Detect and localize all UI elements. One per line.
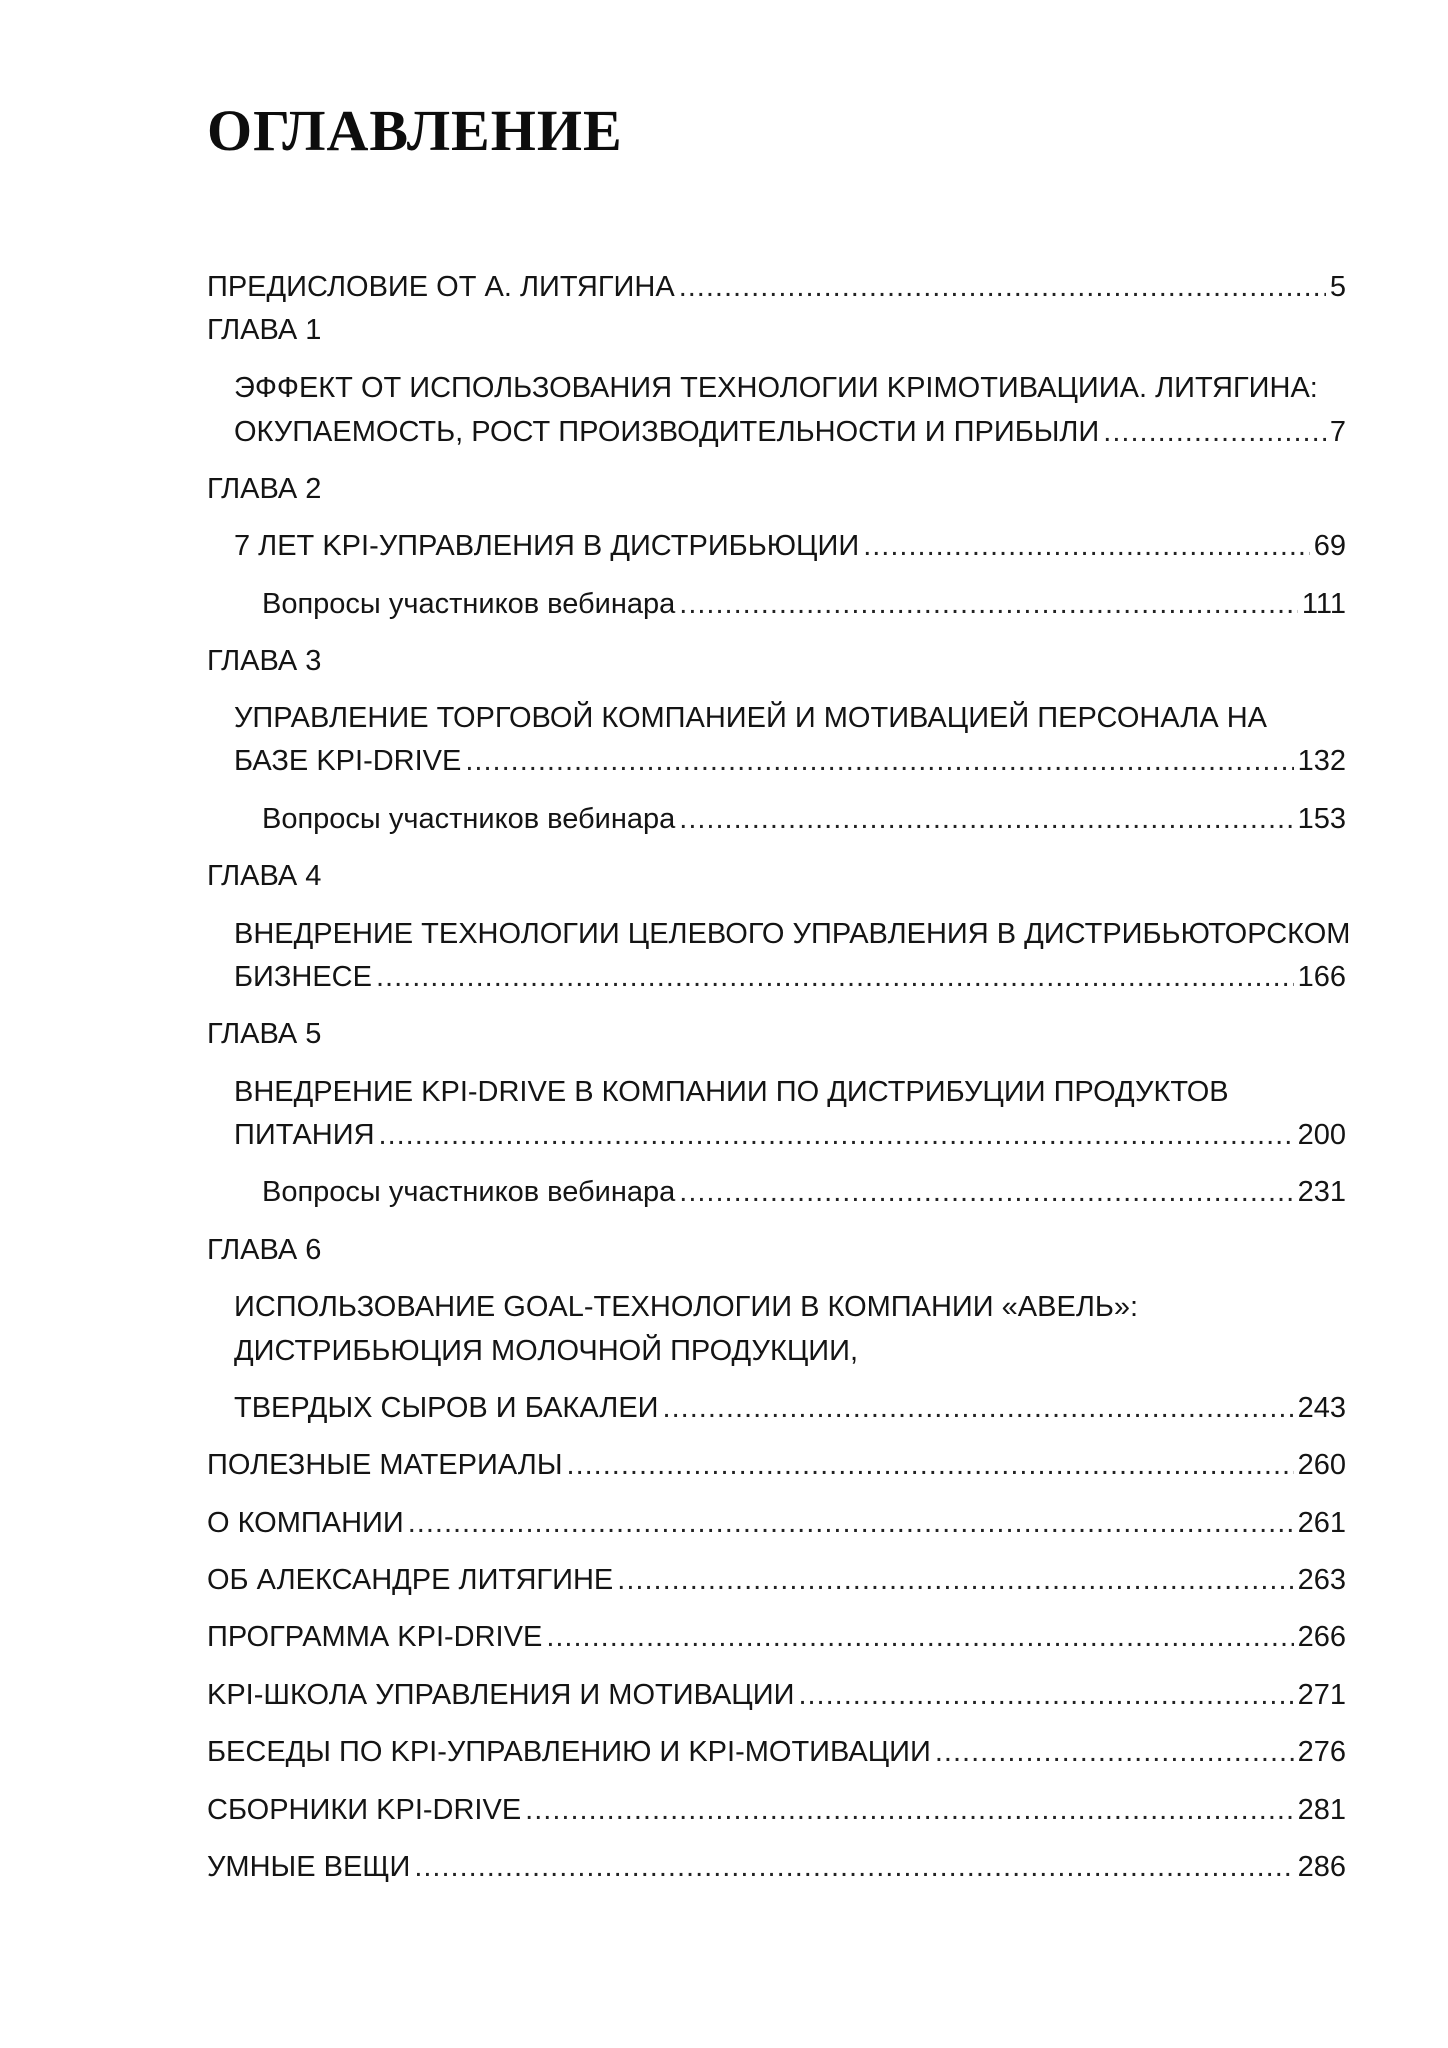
dot-leader	[935, 1734, 1294, 1770]
toc-entry-smart-things[interactable]	[207, 1849, 1346, 1885]
toc-page-number: 200	[1297, 1119, 1346, 1151]
toc-page-number: 69	[1313, 530, 1346, 562]
toc-chapter-6	[207, 1232, 1346, 1268]
toc-page-number: 260	[1297, 1449, 1346, 1481]
dot-leader	[679, 1174, 1293, 1210]
toc-page-number: 261	[1297, 1507, 1346, 1539]
toc-entry-label: ВНЕДРЕНИЕ ТЕХНОЛОГИИ ЦЕЛЕВОГО УПРАВЛЕНИЯ В ДИСТРИБЬЮТОРСКОМ	[234, 918, 1351, 950]
toc-chapter-label: ГЛАВА 2	[207, 473, 322, 505]
toc-entry-label: 7 ЛЕТ KPI-УПРАВЛЕНИЯ В ДИСТРИБЬЮЦИИ	[234, 530, 860, 562]
page-title: ОГЛАВЛЕНИЕ	[207, 98, 623, 163]
toc-entry-chapter-6[interactable]	[234, 1390, 1346, 1426]
dot-leader	[663, 1390, 1294, 1426]
dot-leader	[679, 801, 1293, 837]
toc-entry-label: Вопросы участников вебинара	[262, 803, 676, 835]
toc-entry-label: БАЗЕ KPI-DRIVE	[234, 745, 462, 777]
toc-entry-line	[234, 916, 1351, 952]
toc-page-number: 243	[1297, 1392, 1346, 1424]
toc-page-number: 5	[1329, 271, 1346, 303]
toc-chapter-label: ГЛАВА 5	[207, 1018, 322, 1050]
toc-chapter-label: ГЛАВА 3	[207, 645, 322, 677]
toc-entry-label: ЭФФЕКТ ОТ ИСПОЛЬЗОВАНИЯ ТЕХНОЛОГИИ KPIМОТИВАЦИИА. ЛИТЯГИНА:	[234, 372, 1318, 404]
dot-leader	[798, 1677, 1293, 1713]
toc-chapter-1	[207, 312, 1346, 348]
dot-leader	[379, 1117, 1294, 1153]
toc-entry-program[interactable]	[207, 1619, 1346, 1655]
toc-entry-line	[234, 700, 1346, 736]
toc-page-number: 266	[1297, 1621, 1346, 1653]
toc-page-number: 271	[1297, 1679, 1346, 1711]
toc-page-number: 281	[1297, 1794, 1346, 1826]
toc-entry-chapter-4[interactable]	[234, 959, 1346, 995]
toc-entry-label: БЕСЕДЫ ПО KPI-УПРАВЛЕНИЮ И KPI-МОТИВАЦИИ	[207, 1736, 931, 1768]
toc-page-number: 153	[1297, 803, 1346, 835]
toc-entry-line	[234, 1074, 1346, 1110]
dot-leader	[679, 269, 1326, 305]
dot-leader	[376, 959, 1294, 995]
dot-leader	[617, 1562, 1293, 1598]
toc-entry-questions-5[interactable]	[262, 1174, 1346, 1210]
toc-entry-line	[234, 1333, 1346, 1369]
toc-chapter-2	[207, 471, 1346, 507]
dot-leader	[465, 743, 1293, 779]
toc-entry-chapter-2[interactable]	[234, 528, 1346, 564]
dot-leader	[525, 1792, 1293, 1828]
toc-entry-label: УМНЫЕ ВЕЩИ	[207, 1851, 411, 1883]
toc-chapter-5	[207, 1016, 1346, 1052]
toc-entry-label: Вопросы участников вебинара	[262, 1176, 676, 1208]
toc-entry-label: ПИТАНИЯ	[234, 1119, 375, 1151]
toc-entry-about-company[interactable]	[207, 1505, 1346, 1541]
toc-entry-chapter-5[interactable]	[234, 1117, 1346, 1153]
toc-chapter-4	[207, 858, 1346, 894]
toc-page-number: 166	[1297, 961, 1346, 993]
toc-page-number: 231	[1297, 1176, 1346, 1208]
toc-entry-collections[interactable]	[207, 1792, 1346, 1828]
toc-entry-label: ДИСТРИБЬЮЦИЯ МОЛОЧНОЙ ПРОДУКЦИИ,	[234, 1335, 859, 1367]
toc-entry-label: ВНЕДРЕНИЕ KPI-DRIVE В КОМПАНИИ ПО ДИСТРИБУЦИИ ПРОДУКТОВ	[234, 1076, 1229, 1108]
toc-entry-label: ПРОГРАММА KPI-DRIVE	[207, 1621, 543, 1653]
toc-entry-label: Вопросы участников вебинара	[262, 588, 676, 620]
toc-entry-label: KPI-ШКОЛА УПРАВЛЕНИЯ И МОТИВАЦИИ	[207, 1679, 795, 1711]
toc-entry-conversations[interactable]	[207, 1734, 1346, 1770]
toc-chapter-label: ГЛАВА 4	[207, 860, 322, 892]
toc-entry-preface[interactable]	[207, 269, 1346, 305]
toc-entry-questions-3[interactable]	[262, 801, 1346, 837]
toc-entry-label: ПРЕДИСЛОВИЕ ОТ А. ЛИТЯГИНА	[207, 271, 675, 303]
toc-entry-label: УПРАВЛЕНИЕ ТОРГОВОЙ КОМПАНИЕЙ И МОТИВАЦИЕЙ ПЕРСОНАЛА НА	[234, 702, 1268, 734]
toc-entry-about-author[interactable]	[207, 1562, 1346, 1598]
toc-page-number: 263	[1297, 1564, 1346, 1596]
toc-entry-questions-2[interactable]	[262, 586, 1346, 622]
toc-entry-line	[234, 1289, 1346, 1325]
toc-chapter-label: ГЛАВА 6	[207, 1234, 322, 1266]
toc-entry-label: ОБ АЛЕКСАНДРЕ ЛИТЯГИНЕ	[207, 1564, 614, 1596]
toc-chapter-3	[207, 643, 1346, 679]
toc-entry-label: БИЗНЕСЕ	[234, 961, 372, 993]
toc-entry-label: ТВЕРДЫХ СЫРОВ И БАКАЛЕИ	[234, 1392, 659, 1424]
dot-leader	[1103, 414, 1326, 450]
dot-leader	[679, 586, 1298, 622]
toc-page-number: 132	[1297, 745, 1346, 777]
toc-page-number: 7	[1329, 416, 1346, 448]
dot-leader	[567, 1447, 1294, 1483]
toc-page-number: 111	[1301, 588, 1346, 620]
toc-entry-chapter-1[interactable]	[234, 414, 1346, 450]
toc-page-number: 276	[1297, 1736, 1346, 1768]
toc-entry-label: ИСПОЛЬЗОВАНИЕ GOAL-ТЕХНОЛОГИИ В КОМПАНИИ «АВЕЛЬ»:	[234, 1291, 1139, 1323]
dot-leader	[546, 1619, 1293, 1655]
toc-entry-label: СБОРНИКИ KPI-DRIVE	[207, 1794, 522, 1826]
dot-leader	[863, 528, 1310, 564]
dot-leader	[408, 1505, 1294, 1541]
toc-chapter-label: ГЛАВА 1	[207, 314, 322, 346]
toc-entry-label: ПОЛЕЗНЫЕ МАТЕРИАЛЫ	[207, 1449, 563, 1481]
toc-entry-label: О КОМПАНИИ	[207, 1507, 404, 1539]
toc-entry-useful-materials[interactable]	[207, 1447, 1346, 1483]
dot-leader	[414, 1849, 1293, 1885]
toc-page-number: 286	[1297, 1851, 1346, 1883]
toc-entry-line	[234, 370, 1346, 406]
toc-entry-chapter-3[interactable]	[234, 743, 1346, 779]
toc-entry-school[interactable]	[207, 1677, 1346, 1713]
toc-entry-label: ОКУПАЕМОСТЬ, РОСТ ПРОИЗВОДИТЕЛЬНОСТИ И ПРИБЫЛИ	[234, 416, 1100, 448]
